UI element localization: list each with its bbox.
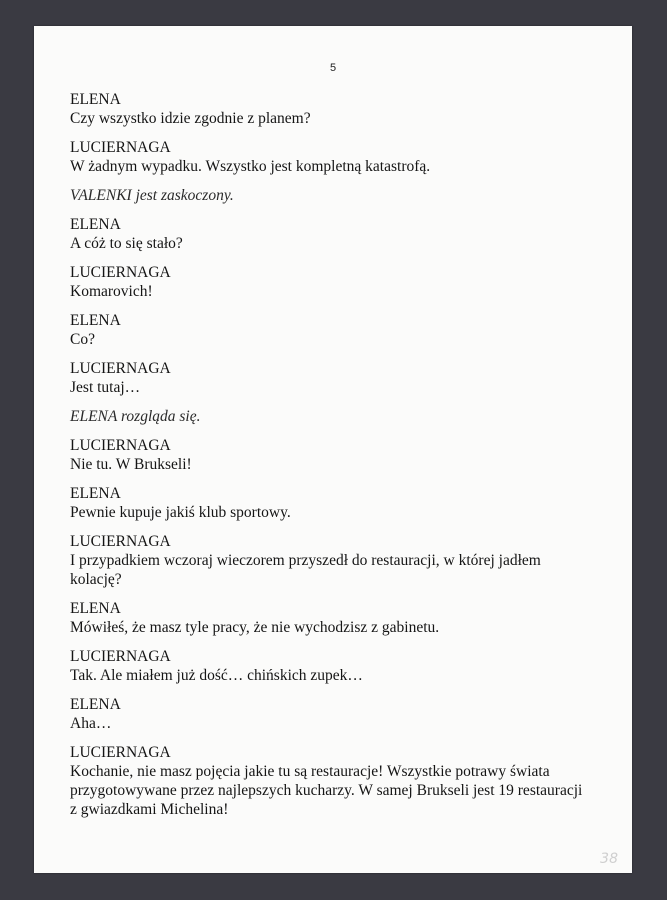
speaker-name: ELENA [70, 600, 121, 617]
dialogue-block [70, 215, 590, 253]
speaker-name: LUCIERNAGA [70, 139, 171, 156]
speaker-name: LUCIERNAGA [70, 533, 171, 550]
dialogue-block [70, 532, 590, 589]
dialogue-block [70, 90, 590, 128]
stage-direction-text: ELENA rozgląda się. [70, 408, 201, 425]
dialogue-line: I przypadkiem wczoraj wieczorem przyszedł do restauracji, w której jadłem kolację? [70, 552, 541, 588]
dialogue-block [70, 138, 590, 176]
dialogue-line: Komarovich! [70, 283, 153, 300]
dialogue-block [70, 743, 590, 819]
dialogue-line: Nie tu. W Brukseli! [70, 456, 192, 473]
dialogue-line: Kochanie, nie masz pojęcia jakie tu są restauracje! Wszystkie potrawy świata przygotowywane przez najlepszych kucharzy. W samej Brukseli jest 19 restauracji z gwiazdkami Michelina! [70, 763, 583, 818]
archive-handwritten-mark: 38 [600, 851, 618, 867]
speaker-name: ELENA [70, 485, 121, 502]
dialogue-block [70, 647, 590, 685]
script-body [70, 90, 590, 829]
dialogue-line: Pewnie kupuje jakiś klub sportowy. [70, 504, 291, 521]
dialogue-block [70, 695, 590, 733]
speaker-name: LUCIERNAGA [70, 264, 171, 281]
speaker-name: LUCIERNAGA [70, 360, 171, 377]
speaker-name: ELENA [70, 696, 121, 713]
dialogue-line: A cóż to się stało? [70, 235, 183, 252]
stage-direction-text: VALENKI jest zaskoczony. [70, 187, 234, 204]
dialogue-line: Mówiłeś, że masz tyle pracy, że nie wychodzisz z gabinetu. [70, 619, 440, 636]
speaker-name: ELENA [70, 91, 121, 108]
document-page [34, 26, 632, 873]
dialogue-line: W żadnym wypadku. Wszystko jest kompletną katastrofą. [70, 158, 431, 175]
page-number: 5 [329, 62, 337, 74]
dialogue-block [70, 484, 590, 522]
dialogue-line: Czy wszystko idzie zgodnie z planem? [70, 110, 311, 127]
dialogue-line: Co? [70, 331, 95, 348]
dialogue-block [70, 436, 590, 474]
speaker-name: ELENA [70, 216, 121, 233]
dialogue-line: Aha… [70, 715, 112, 732]
stage-direction [70, 407, 590, 426]
dialogue-block [70, 599, 590, 637]
dialogue-block [70, 359, 590, 397]
speaker-name: LUCIERNAGA [70, 648, 171, 665]
dialogue-line: Tak. Ale miałem już dość… chińskich zupek… [70, 667, 363, 684]
speaker-name: LUCIERNAGA [70, 744, 171, 761]
dialogue-block [70, 263, 590, 301]
dialogue-block [70, 311, 590, 349]
stage-direction [70, 186, 590, 205]
speaker-name: ELENA [70, 312, 121, 329]
dialogue-line: Jest tutaj… [70, 379, 141, 396]
speaker-name: LUCIERNAGA [70, 437, 171, 454]
